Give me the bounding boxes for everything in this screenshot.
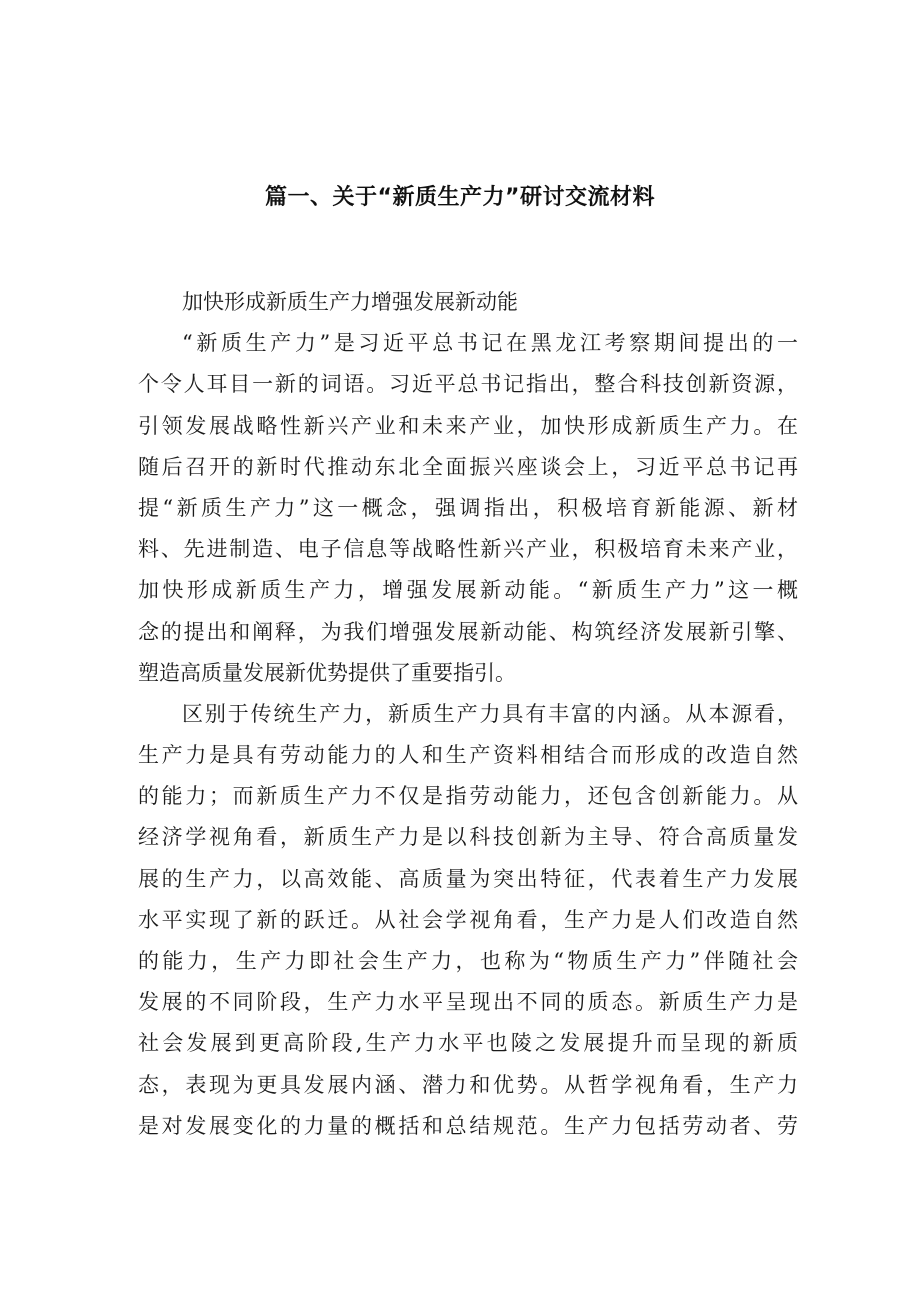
paragraph-line: 加快形成新质生产力，增强发展新动能。“新质生产力”这一概	[138, 578, 798, 603]
paragraph-line: “新质生产力”是习近平总书记在黑龙江考察期间提出的一	[182, 331, 798, 356]
paragraph-line: 发展的不同阶段，生产力水平呈现出不同的质态。新质生产力是	[138, 990, 798, 1015]
paragraph-line: 提“新质生产力”这一概念，强调指出，积极培育新能源、新材	[138, 495, 798, 520]
paragraph-line: 展的生产力，以高效能、高质量为突出特征，代表着生产力发展	[138, 866, 798, 891]
paragraph-line: 区别于传统生产力，新质生产力具有丰富的内涵。从本源看，	[182, 701, 798, 726]
document-body	[138, 282, 798, 1147]
paragraph-line: 经济学视角看，新质生产力是以科技创新为主导、符合高质量发	[138, 825, 798, 850]
paragraph-line: 生产力是具有劳动能力的人和生产资料相结合而形成的改造自然	[138, 743, 798, 768]
paragraph-line: 水平实现了新的跃迁。从社会学视角看，生产力是人们改造自然	[138, 907, 798, 932]
paragraph-line: 的能力，生产力即社会生产力，也称为“物质生产力”伴随社会	[138, 949, 798, 973]
paragraph-line: 态，表现为更具发展内涵、潜力和优势。从哲学视角看，生产力	[138, 1072, 798, 1097]
paragraph-line: 随后召开的新时代推动东北全面振兴座谈会上，习近平总书记再	[138, 454, 798, 479]
paragraph-line: 是对发展变化的力量的概括和总结规范。生产力包括劳动者、劳	[138, 1113, 798, 1138]
paragraph-line: 塑造高质量发展新优势提供了重要指引。	[138, 660, 516, 685]
paragraph-line: 料、先进制造、电子信息等战略性新兴产业，积极培育未来产业，	[138, 537, 798, 562]
paragraph-line: 社会发展到更高阶段,生产力水平也陵之发展提升而呈现的新质	[138, 1031, 798, 1056]
paragraph-line: 个令人耳目一新的词语。习近平总书记指出，整合科技创新资源，	[138, 372, 798, 397]
document-title: 篇一、关于“新质生产力”研讨交流材料	[265, 185, 655, 210]
subtitle-line: 加快形成新质生产力增强发展新动能	[182, 290, 518, 314]
paragraph-line: 的能力；而新质生产力不仅是指劳动能力，还包含创新能力。从	[138, 784, 798, 809]
paragraph-line: 引领发展战略性新兴产业和未来产业，加快形成新质生产力。在	[138, 413, 798, 438]
paragraph-line: 念的提出和阐释，为我们增强发展新动能、构筑经济发展新引擎、	[138, 619, 798, 644]
